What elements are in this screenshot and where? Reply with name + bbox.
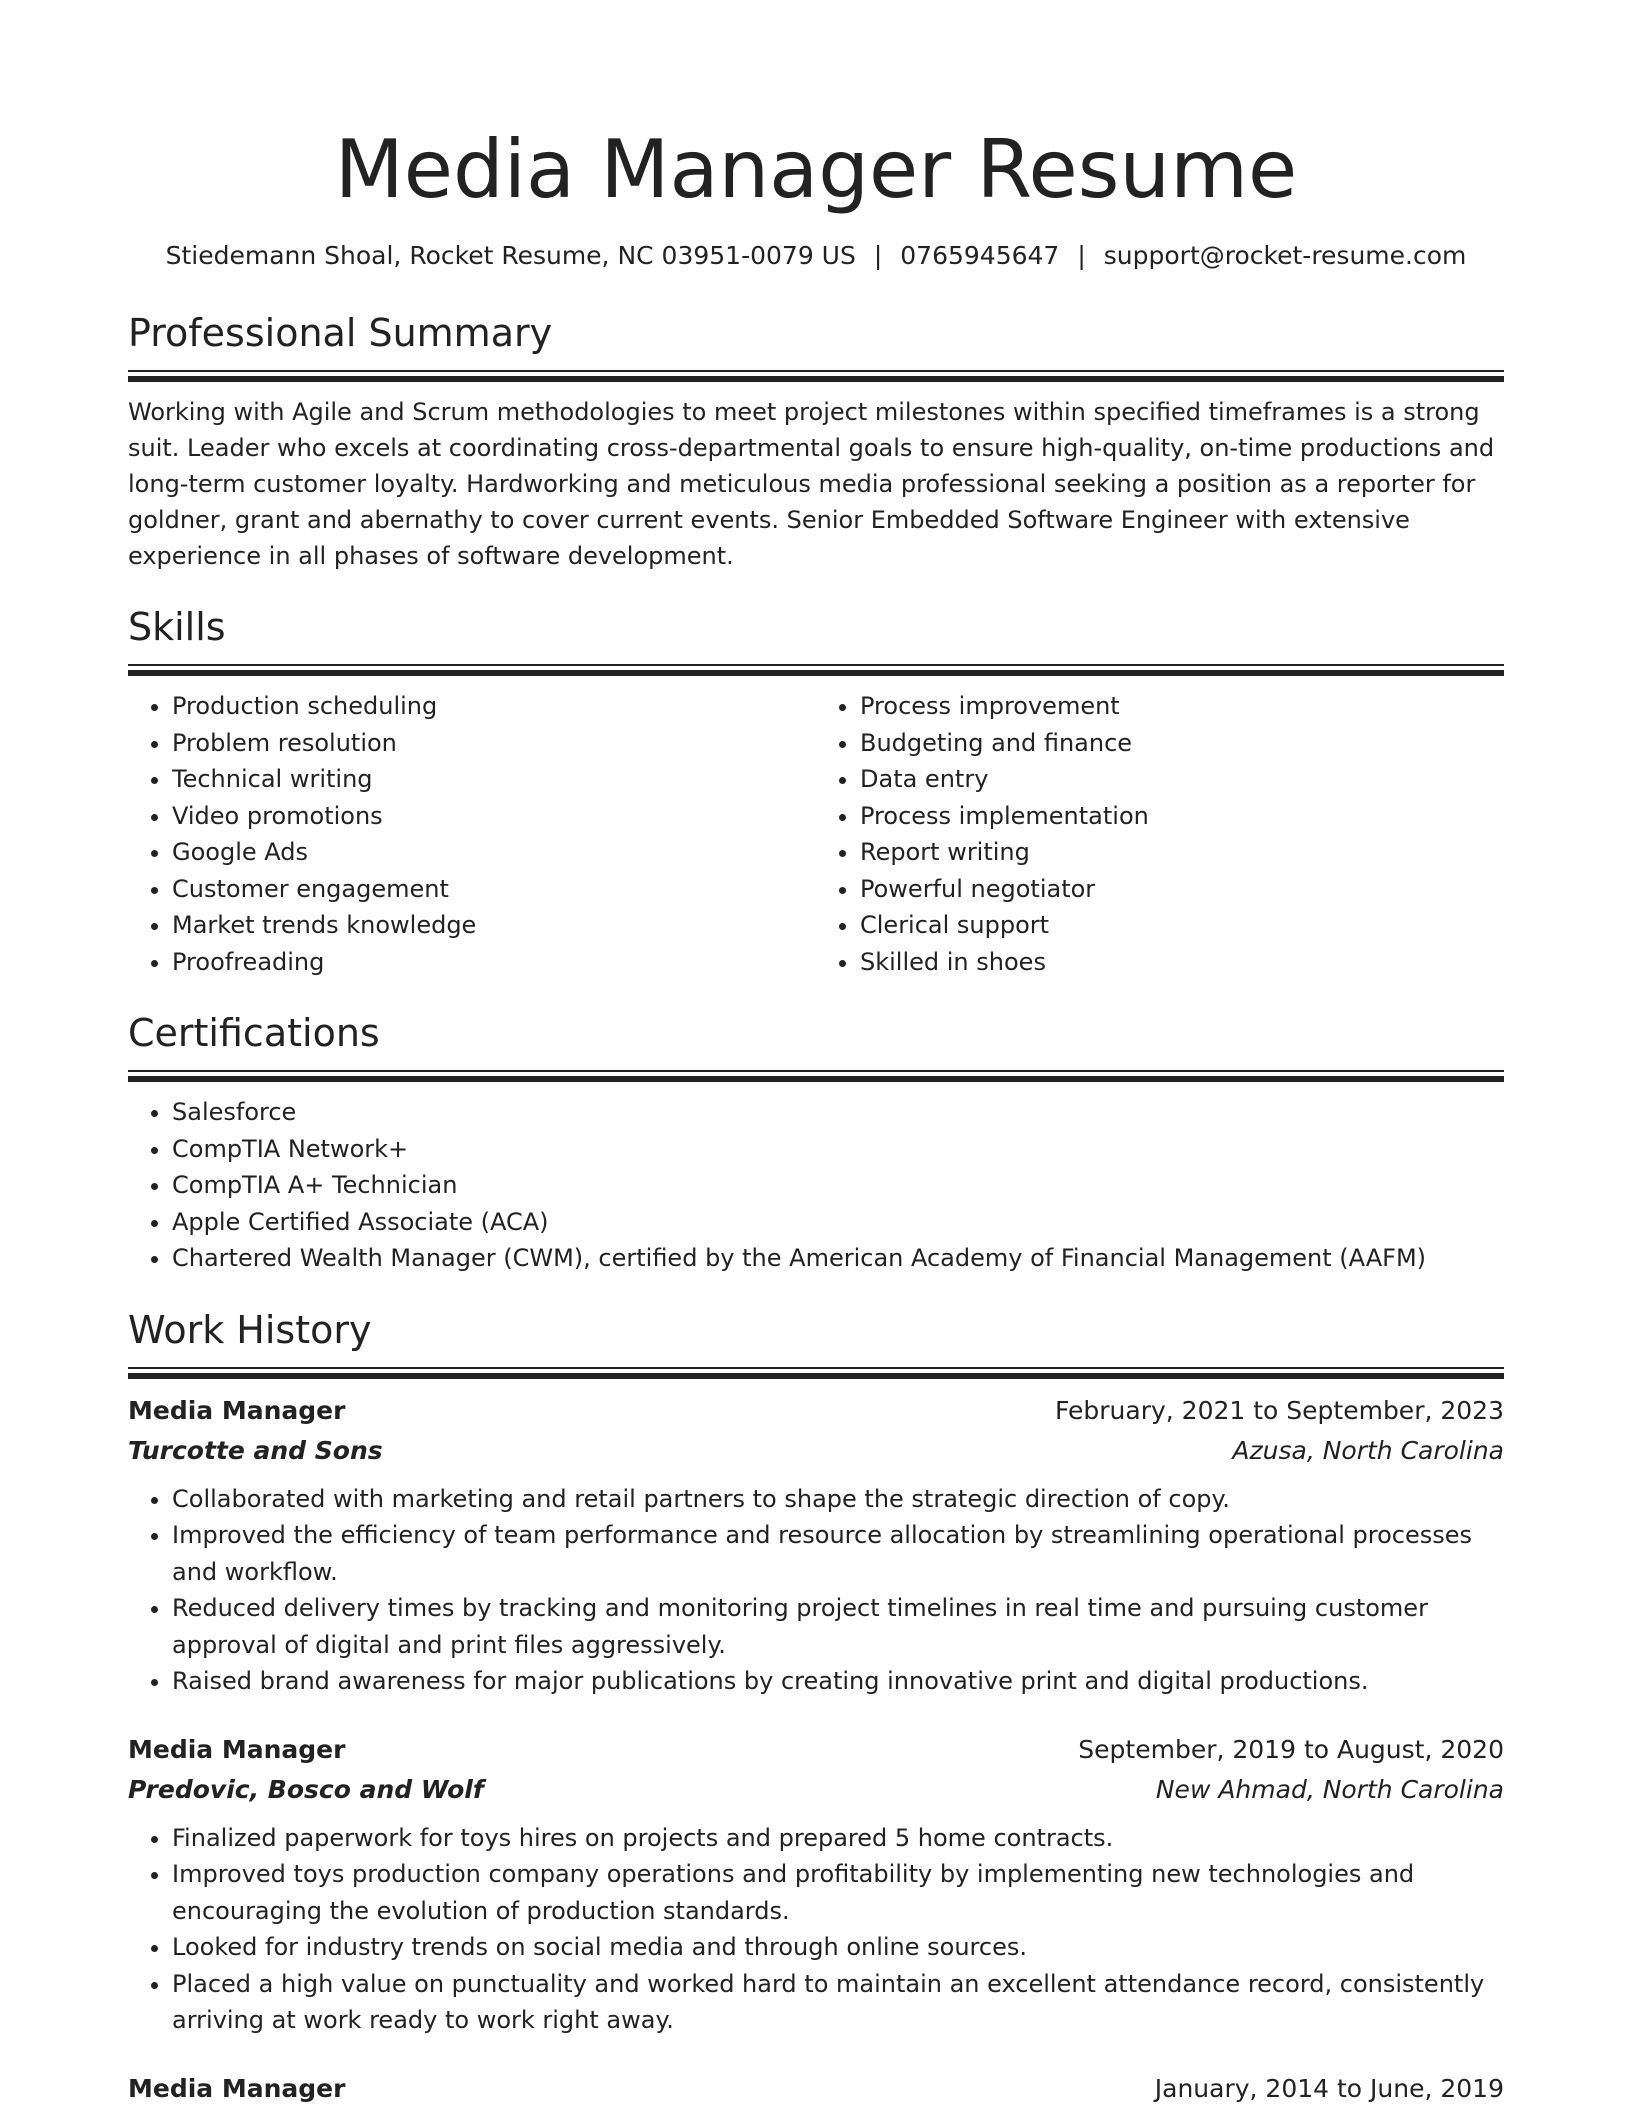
job-location: Azusa, North Carolina — [1232, 1435, 1504, 1465]
skill-item: • Process improvement — [860, 688, 1504, 725]
certification-item: • Salesforce — [172, 1094, 1504, 1131]
job-company-row — [128, 1770, 1504, 1810]
skill-item: • Market trends knowledge — [172, 907, 816, 944]
section-divider — [128, 1070, 1504, 1082]
skills-left-column — [128, 688, 816, 980]
contact-separator: | — [873, 241, 883, 270]
job-header-row — [128, 1730, 1504, 1770]
certifications-section — [128, 1010, 1504, 1277]
skill-item: • Data entry — [860, 761, 1504, 798]
resume-page — [128, 118, 1504, 2109]
job-bullet: • Collaborated with marketing and retail partners to shape the strategic direction of copy. — [172, 1481, 1504, 1518]
job-dates: September, 2019 to August, 2020 — [1078, 1734, 1504, 1764]
job-dates: January, 2014 to June, 2019 — [1154, 2073, 1504, 2103]
job-bullet: • Improved toys production company operations and profitability by implementing new technologies and encouraging the evolution of production standards. — [172, 1856, 1504, 1929]
skill-item: • Budgeting and finance — [860, 725, 1504, 762]
job-bullet: • Improved the efficiency of team performance and resource allocation by streamlining operational processes and workflow. — [172, 1517, 1504, 1590]
job-bullets — [128, 1481, 1504, 1700]
skills-grid — [128, 688, 1504, 980]
job-bullet: • Raised brand awareness for major publications by creating innovative print and digital productions. — [172, 1663, 1504, 1700]
certification-item: • Chartered Wealth Manager (CWM), certified by the American Academy of Financial Management (AAFM) — [172, 1240, 1504, 1277]
skills-right-column — [816, 688, 1504, 980]
section-divider — [128, 664, 1504, 676]
summary-section — [128, 310, 1504, 574]
job-company: Predovic, Bosco and Wolf — [128, 1774, 484, 1804]
resume-title: Media Manager Resume — [334, 123, 1298, 216]
job-title: Media Manager — [128, 1395, 346, 1425]
job-company-row — [128, 1431, 1504, 1471]
job-bullet: • Placed a high value on punctuality and worked hard to maintain an excellent attendance record, consistently arriving at work ready to work right away. — [172, 1966, 1504, 2039]
job-dates: February, 2021 to September, 2023 — [1055, 1395, 1504, 1425]
job-bullet: • Looked for industry trends on social media and through online sources. — [172, 1929, 1504, 1966]
skills-heading: Skills — [128, 605, 226, 649]
job-entry — [128, 1391, 1504, 1700]
contact-address: Stiedemann Shoal, Rocket Resume, NC 03951-0079 US — [165, 241, 856, 270]
job-header-row — [128, 2069, 1504, 2109]
job-bullet: • Finalized paperwork for toys hires on projects and prepared 5 home contracts. — [172, 1820, 1504, 1857]
job-title: Media Manager — [128, 2073, 346, 2103]
section-divider — [128, 1367, 1504, 1379]
skill-item: • Clerical support — [860, 907, 1504, 944]
job-bullets — [128, 1820, 1504, 2039]
skill-item: • Technical writing — [172, 761, 816, 798]
skill-item: • Problem resolution — [172, 725, 816, 762]
skill-item: • Production scheduling — [172, 688, 816, 725]
certification-item: • CompTIA Network+ — [172, 1131, 1504, 1168]
skill-item: • Process implementation — [860, 798, 1504, 835]
contact-email: support@rocket-resume.com — [1103, 241, 1467, 270]
certifications-list — [128, 1094, 1504, 1277]
contact-line — [128, 238, 1504, 274]
job-bullet: • Reduced delivery times by tracking and monitoring project timelines in real time and pursuing customer approval of digital and print files aggressively. — [172, 1590, 1504, 1663]
skill-item: • Customer engagement — [172, 871, 816, 908]
skills-right-list — [816, 688, 1504, 980]
work-history-section — [128, 1307, 1504, 2109]
skills-left-list — [128, 688, 816, 980]
work-history-heading: Work History — [128, 1307, 372, 1352]
skills-section — [128, 604, 1504, 980]
job-title: Media Manager — [128, 1734, 346, 1764]
skill-item: • Proofreading — [172, 944, 816, 981]
skill-item: • Report writing — [860, 834, 1504, 871]
certifications-heading: Certifications — [128, 1011, 380, 1055]
job-company: Turcotte and Sons — [128, 1435, 383, 1465]
job-entry — [128, 2069, 1504, 2109]
contact-phone: 0765945647 — [900, 241, 1060, 270]
certification-item: • Apple Certified Associate (ACA) — [172, 1204, 1504, 1241]
section-divider — [128, 370, 1504, 382]
job-entry — [128, 1730, 1504, 2039]
certification-item: • CompTIA A+ Technician — [172, 1167, 1504, 1204]
skill-item: • Skilled in shoes — [860, 944, 1504, 981]
skill-item: • Google Ads — [172, 834, 816, 871]
summary-heading: Professional Summary — [128, 311, 553, 355]
skill-item: • Powerful negotiator — [860, 871, 1504, 908]
job-header-row — [128, 1391, 1504, 1431]
job-location: New Ahmad, North Carolina — [1155, 1774, 1504, 1804]
contact-separator: | — [1077, 241, 1086, 270]
skill-item: • Video promotions — [172, 798, 816, 835]
summary-text: Working with Agile and Scrum methodologies to meet project milestones within specified timeframes is a strong suit. Leader who excels at coordinating cross-departmental goals to ensure high-quality, on-time productions and long-term customer loyalty. Hardworking and meticulous media professional seeking a position as a reporter for goldner, grant and abernathy to cover current events. Senior Embedded Software Engineer with extensive experience in all phases of software development. — [128, 398, 1495, 570]
